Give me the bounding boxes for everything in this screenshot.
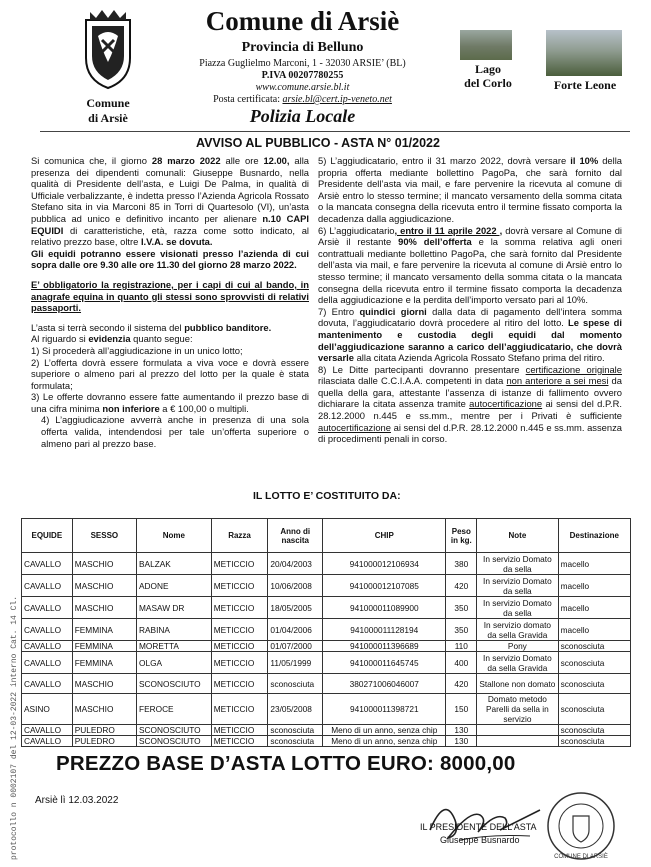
table-cell: 150 (446, 694, 477, 725)
table-cell: 941000011089900 (323, 597, 446, 619)
table-cell: sconosciuta (558, 652, 630, 674)
table-cell: 380 (446, 553, 477, 575)
col-header: EQUIDE (22, 519, 73, 553)
notice-heading: AVVISO AL PUBBLICO - ASTA N° 01/2022 (196, 136, 440, 150)
table-cell: METICCIO (211, 674, 268, 694)
table-cell: Meno di un anno, senza chip (323, 725, 446, 736)
table-cell: Meno di un anno, senza chip (323, 736, 446, 747)
table-cell: sconosciuta (558, 641, 630, 652)
table-cell: BALZAK (137, 553, 212, 575)
table-cell: 01/04/2006 (268, 619, 323, 641)
table-cell: macello (558, 597, 630, 619)
table-cell: 941000011128194 (323, 619, 446, 641)
table-row (22, 619, 631, 641)
table-cell: SCONOSCIUTO (137, 736, 212, 747)
pec-email-link[interactable]: arsie.bl@cert.ip-veneto.net (282, 94, 392, 105)
col-header: Nome (137, 519, 212, 553)
col-header: CHIP (323, 519, 446, 553)
table-cell: 110 (446, 641, 477, 652)
table-cell: MASCHIO (72, 553, 136, 575)
intro-paragraph: Si comunica che, il giorno 28 marzo 2022 alle ore 12.00, alla presenza dei dipendenti comunali: Giuseppe Busnardo, nella qualità di Presidente dell’asta, e Luigi De Palma, in qualità di Ufficiale verbalizzante, è indetta presso l’Azienda Agricola Rossato Stefano sita in via Marconi 85 in Torri di Quartesolo (VI), un’asta pubblica ad unico e definitivo incanto per alienare n.10 CAPI EQUIDI di caratteristiche, età, razza come sotto indicato, al relativo prezzo base, oltre I.V.A. se dovuta. (31, 155, 310, 248)
rule-item-3: 3) Le offerte dovranno essere fatte aumentando il prezzo base di una cifra minima non inferiore a € 100,00 o multipli. (31, 391, 309, 414)
table-cell (477, 736, 558, 747)
table-cell: METICCIO (211, 694, 268, 725)
table-cell: FEMMINA (72, 619, 136, 641)
table-cell: ASINO (22, 694, 73, 725)
pec-label: Posta certificata: (213, 94, 280, 105)
svg-text:COMUNE DI ARSIÈ: COMUNE DI ARSIÈ (554, 854, 608, 860)
table-cell: MASCHIO (72, 575, 136, 597)
table-cell: CAVALLO (22, 641, 73, 652)
rule-item-7: 7) Entro quindici giorni dalla data di pagamento dell’intera somma dovuta, l’aggiudicatario dovrà procedere al ritiro del lotto. Le spese di mantenimento e custodia degli equidi dal momento dell’aggiudicazione saranno a carico dell’aggiudicatario, che dovrà versarle alla citata Azienda Agricola Rossato Stefano prima del ritiro. (318, 305, 623, 364)
table-cell: MASCHIO (72, 674, 136, 694)
col-header: Note (477, 519, 558, 553)
registration-paragraph: E’ obbligatorio la registrazione, per i capi di cui al bando, in anagrafe equina in quanto gli stessi sono sprovvisti di relativi passaporti. (31, 278, 309, 314)
col-header: Razza (211, 519, 268, 553)
table-cell: CAVALLO (22, 674, 73, 694)
fort-photo-label: Forte Leone (553, 78, 617, 92)
table-cell: METICCIO (211, 575, 268, 597)
table-cell: 420 (446, 674, 477, 694)
table-cell: macello (558, 575, 630, 597)
lot-table (21, 518, 631, 747)
table-row (22, 553, 631, 575)
table-cell: METICCIO (211, 652, 268, 674)
table-cell: METICCIO (211, 725, 268, 736)
table-cell: 941000011398721 (323, 694, 446, 725)
table-row (22, 725, 631, 736)
department-title: Polizia Locale (249, 106, 356, 126)
table-cell: METICCIO (211, 553, 268, 575)
right-column (318, 155, 622, 445)
highlight-paragraph: Al riguardo si evidenzia quanto segue: (31, 333, 193, 345)
table-cell: In servizio Domato da sella (477, 553, 558, 575)
table-cell (477, 725, 558, 736)
table-cell: sconosciuta (558, 736, 630, 747)
table-cell: METICCIO (211, 736, 268, 747)
viewing-paragraph: Gli equidi potranno essere visionati presso l’azienda di cui sopra dalle ore 9.30 alle ore 11.30 del giorno 28 marzo 2022. (31, 247, 309, 271)
table-cell: CAVALLO (22, 553, 73, 575)
table-cell: CAVALLO (22, 619, 73, 641)
table-cell: 130 (446, 725, 477, 736)
municipality-title: Comune di Arsiè (205, 6, 400, 36)
table-cell: SCONOSCIUTO (137, 725, 212, 736)
table-cell: Stallone non domato (477, 674, 558, 694)
rule-item-1: 1) Si procederà all’aggiudicazione in un unico lotto; (31, 344, 243, 356)
table-cell: MASAW DR (137, 597, 212, 619)
table-cell: CAVALLO (22, 597, 73, 619)
table-cell: 941000012107085 (323, 575, 446, 597)
table-cell: FEMMINA (72, 652, 136, 674)
table-cell: 941000011645745 (323, 652, 446, 674)
table-cell: 380271006046007 (323, 674, 446, 694)
base-price: PREZZO BASE D’ASTA LOTTO EURO: 8000,00 (56, 752, 516, 775)
table-cell: sconosciuta (558, 694, 630, 725)
table-cell: ADONE (137, 575, 212, 597)
table-cell: sconosciuta (268, 674, 323, 694)
table-row (22, 652, 631, 674)
rule-item-8: 8) Le Ditte partecipanti dovranno presentare certificazione originale rilasciata dalle C.C.I.A.A. competenti in data non anteriore a sei mesi da quella della gara, attestante l’assenza di istanze di fallimento ovvero dichiarare la citata assenza tramite autocertificazione ai sensi del d.P.R. 28.12.2000 n.445 e ss.mm., mentre per i Privati è sufficiente autocertificazione ai sensi del d.P.R. 28.12.2000 n.445 e ss.mm. assenza di procedimenti penali in corso. (318, 363, 622, 445)
website-link[interactable]: www.comune.arsie.bl.it (255, 82, 350, 93)
table-cell: sconosciuta (268, 736, 323, 747)
col-header: Destinazione (558, 519, 630, 553)
table-row (22, 674, 631, 694)
fort-photo (546, 30, 622, 76)
table-cell: RABINA (137, 619, 212, 641)
table-row (22, 575, 631, 597)
table-cell: 20/04/2003 (268, 553, 323, 575)
table-cell: PULEDRO (72, 736, 136, 747)
table-cell: FEROCE (137, 694, 212, 725)
table-cell: 01/07/2000 (268, 641, 323, 652)
table-cell: CAVALLO (22, 736, 73, 747)
table-cell: SCONOSCIUTO (137, 674, 212, 694)
municipal-crest-icon (80, 6, 136, 92)
table-cell: METICCIO (211, 597, 268, 619)
table-cell: 941000012106934 (323, 553, 446, 575)
table-cell: CAVALLO (22, 725, 73, 736)
table-cell: CAVALLO (22, 652, 73, 674)
address: Piazza Guglielmo Marconi, 1 - 32030 ARSIE’ (BL) (199, 58, 406, 69)
table-cell: 23/05/2008 (268, 694, 323, 725)
table-cell: METICCIO (211, 619, 268, 641)
left-column (31, 155, 309, 449)
auction-system-paragraph: L’asta si terrà secondo il sistema del pubblico banditore. (31, 321, 272, 333)
document-date: Arsiè lì 12.03.2022 (35, 795, 119, 806)
table-cell: sconosciuta (558, 725, 630, 736)
lake-photo (460, 30, 512, 60)
table-cell: MASCHIO (72, 694, 136, 725)
table-cell: 10/06/2008 (268, 575, 323, 597)
rule-item-6: 6) L’aggiudicatario, entro il 11 aprile 2022 , dovrà versare al Comune di Arsiè il restante 90% dell’offerta e la somma relativa agli oneri contrattuali mediante bollettino PagoPa, che sarà fornito dal Presidente dell’asta via mail, e fare pervenire la ricevuta al comune di Arsiè entro lo stesso termine; il mancato versamento della somma citata o la mancata consegna della ricevuta entro il termine fissato comporta la decadenza della aggiudicazione e la perdita dell’importo versato pari al 10%. (318, 224, 623, 306)
table-row (22, 641, 631, 652)
table-cell: In servizio Domato da sella (477, 597, 558, 619)
table-cell: 130 (446, 736, 477, 747)
table-cell: In servizio domato da sella Gravida (477, 619, 558, 641)
table-cell: CAVALLO (22, 575, 73, 597)
col-header: SESSO (72, 519, 136, 553)
table-cell: PULEDRO (72, 725, 136, 736)
signatory-name: Giuseppe Busnardo (440, 835, 520, 845)
province: Provincia di Belluno (241, 40, 364, 55)
table-cell: 400 (446, 652, 477, 674)
crest-label: Comune di Arsiè (86, 96, 130, 125)
table-row (22, 597, 631, 619)
table-cell: 941000011396689 (323, 641, 446, 652)
table-cell: MASCHIO (72, 597, 136, 619)
table-cell: FEMMINA (72, 641, 136, 652)
header-divider (40, 131, 630, 132)
table-cell: METICCIO (211, 641, 268, 652)
lake-photo-label: Lago del Corlo (464, 62, 512, 90)
rule-item-2: 2) L’offerta dovrà essere formulata a viva voce e dovrà essere superiore o almeno pari al prezzo del lotto per la quale è stata formulata; (31, 356, 309, 391)
lot-title: IL LOTTO E’ COSTITUITO DA: (253, 490, 401, 502)
table-cell: OLGA (137, 652, 212, 674)
table-cell: Domato metodo Parelli da sella in servizio (477, 694, 558, 725)
table-cell: 350 (446, 597, 477, 619)
table-cell: Pony (477, 641, 558, 652)
table-cell: MORETTA (137, 641, 212, 652)
table-cell: 11/05/1999 (268, 652, 323, 674)
pec-line (145, 94, 460, 105)
table-cell: macello (558, 553, 630, 575)
table-cell: sconosciuta (558, 674, 630, 694)
table-row (22, 694, 631, 725)
table-cell: In servizio Domato da sella Gravida (477, 652, 558, 674)
rule-item-4: 4) L’aggiudicazione avverrà anche in presenza di una sola offerta valida, intendendosi per tale un’offerta superiore o almeno pari al prezzo base. (41, 414, 309, 449)
rule-item-5: 5) L’aggiudicatario, entro il 31 marzo 2022, dovrà versare il 10% della propria offerta mediante bollettino PagoPa, che sarà fornito dal Presidente dell’asta via mail, e fare pervenire la ricevuta al comune di Arsiè entro lo stesso termine; il mancato versamento della somma citata o la mancata consegna della ricevuta entro il termine fissato comporta la decadenza dalla aggiudicazione. (318, 155, 623, 224)
table-cell: macello (558, 619, 630, 641)
signatory-role: IL PRESIDENTE DELL’ASTA (420, 822, 537, 832)
table-row (22, 736, 631, 747)
col-header: Peso in kg. (446, 519, 477, 553)
table-cell: 420 (446, 575, 477, 597)
col-header: Anno di nascita (268, 519, 323, 553)
protocol-stamp: protocollo n 0002107 del 12-03-2022 interno Cat. 14 Cl. (10, 595, 19, 860)
table-cell: sconosciuta (268, 725, 323, 736)
table-cell: In servizio Domato da sella (477, 575, 558, 597)
table-cell: 350 (446, 619, 477, 641)
official-stamp-icon (545, 790, 617, 862)
vat-number: P.IVA 00207780255 (261, 70, 344, 81)
table-cell: 18/05/2005 (268, 597, 323, 619)
table-header-row (22, 519, 631, 553)
